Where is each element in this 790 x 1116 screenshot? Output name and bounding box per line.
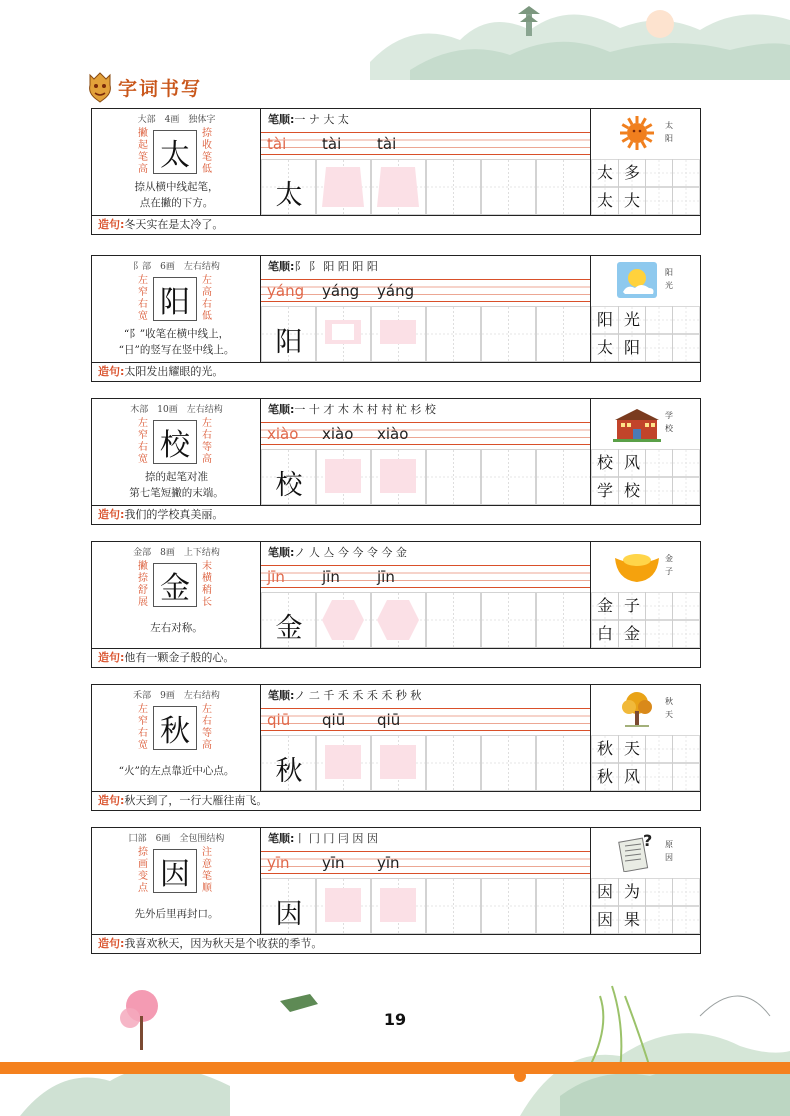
word-char: 大 <box>623 191 640 210</box>
model-character: 阳 <box>275 327 303 358</box>
sentence-row <box>92 791 700 810</box>
writing-cells <box>261 735 590 791</box>
structure-note-left: 撇捺舒展 <box>138 561 148 608</box>
practice-panel <box>261 828 590 934</box>
stroke-order <box>268 544 407 560</box>
word-char: 因 <box>596 882 613 901</box>
pinyin-practice: yīn <box>377 854 400 872</box>
pinyin-four-line-grid <box>261 708 590 731</box>
practice-panel <box>261 109 590 215</box>
pinyin-practice: xiào <box>377 425 409 443</box>
sentence-label: 造句: <box>98 365 125 378</box>
pinyin-four-line-grid <box>261 132 590 155</box>
pinyin-model: yīn <box>267 854 290 872</box>
word-char: 太 <box>596 191 613 210</box>
structure-note-right: 左右等高 <box>202 704 212 751</box>
pinyin-band <box>261 708 590 731</box>
pinyin-model: yáng <box>267 282 305 300</box>
word-grid <box>591 735 701 791</box>
vocabulary-panel <box>590 828 700 934</box>
school-icon <box>613 403 661 443</box>
dragon-head-icon <box>86 71 114 103</box>
structure-note-left: 左窄右宽 <box>138 275 148 322</box>
stroke-order <box>268 830 378 846</box>
character-card <box>91 684 701 811</box>
picture-word: 原因 <box>665 840 673 862</box>
writing-cells <box>261 449 590 505</box>
vocabulary-panel <box>590 542 700 648</box>
vocabulary-panel <box>590 399 700 505</box>
section-title: 字词书写 <box>118 77 203 100</box>
picture-word: 金子 <box>665 554 673 576</box>
gold-ingot-icon <box>613 546 661 586</box>
pinyin-model: jīn <box>267 568 285 586</box>
pinyin-band <box>261 851 590 874</box>
character-info-panel <box>92 109 261 215</box>
pinyin-practice: qiū <box>377 711 401 729</box>
word-char: 风 <box>623 453 640 472</box>
writing-tip-line: 先外后里再封口。 <box>134 908 219 920</box>
sentence-label: 造句: <box>98 937 125 950</box>
model-character: 校 <box>275 470 303 501</box>
word-char: 秋 <box>596 767 613 786</box>
example-sentence: 秋天到了，一行大雁往南飞。 <box>124 794 268 807</box>
example-sentence: 太阳发出耀眼的光。 <box>124 365 224 378</box>
model-character: 金 <box>275 613 303 644</box>
pinyin-four-line-grid <box>261 565 590 588</box>
example-sentence: 我喜欢秋天，因为秋天是个收获的季节。 <box>124 937 323 950</box>
radical-stroke-info: 阝部 6画 左右结构 <box>133 262 220 272</box>
sun-icon <box>613 113 661 153</box>
stroke-order-label: 笔顺: <box>268 403 295 416</box>
sentence-row <box>92 648 700 667</box>
pinyin-practice: qiū <box>322 711 346 729</box>
word-char: 阳 <box>596 310 613 329</box>
structure-note-right: 末横稍长 <box>202 561 212 608</box>
stroke-order-sequence: 阝 阝 阳 阳 阳 阳 <box>294 260 378 273</box>
writing-tip <box>92 179 261 211</box>
writing-tip <box>92 906 261 922</box>
practice-panel <box>261 542 590 648</box>
word-grid <box>591 449 701 505</box>
pinyin-practice: yáng <box>322 282 360 300</box>
writing-tip-line: 捺从横中线起笔， <box>134 181 219 193</box>
stroke-order-label: 笔顺: <box>268 832 295 845</box>
stroke-order-label: 笔顺: <box>268 689 295 702</box>
character-card <box>91 255 701 382</box>
word-char: 校 <box>596 453 613 472</box>
stroke-order-sequence: 一 ナ 大 太 <box>294 113 349 126</box>
sentence-label: 造句: <box>98 651 125 664</box>
picture-word: 学校 <box>665 411 673 433</box>
pinyin-practice: jīn <box>377 568 395 586</box>
example-sentence: 他有一颗金子般的心。 <box>124 651 235 664</box>
pinyin-band <box>261 565 590 588</box>
structure-note-left: 左窄右宽 <box>138 704 148 751</box>
footer-bar <box>0 1062 790 1074</box>
stroke-order-label: 笔顺: <box>268 113 295 126</box>
stroke-order <box>268 687 421 703</box>
landscape-decoration-top <box>370 0 790 80</box>
radical-stroke-info: 木部 10画 左右结构 <box>130 405 223 415</box>
character-info-panel <box>92 256 261 362</box>
word-char: 光 <box>623 310 640 329</box>
practice-panel <box>261 256 590 362</box>
practice-panel <box>261 685 590 791</box>
sentence-row <box>92 215 700 234</box>
word-char: 金 <box>623 624 640 643</box>
sentence-label: 造句: <box>98 508 125 521</box>
character-info-panel <box>92 542 261 648</box>
pinyin-practice: jīn <box>322 568 340 586</box>
character-card <box>91 108 701 235</box>
picture-word: 秋天 <box>665 697 673 719</box>
svg-text:?: ? <box>643 832 653 850</box>
pinyin-band <box>261 279 590 302</box>
writing-tip-line: 点在撇的下方。 <box>139 197 214 209</box>
writing-cells <box>261 592 590 648</box>
stroke-order-sequence: 一 十 才 木 木 村 村 杧 杉 校 <box>294 403 436 416</box>
pinyin-model: xiào <box>267 425 299 443</box>
writing-tip <box>92 620 261 636</box>
sentence-row <box>92 362 700 381</box>
word-char: 因 <box>596 910 613 929</box>
pinyin-practice: tài <box>377 135 397 153</box>
sentence-label: 造句: <box>98 218 125 231</box>
structure-note-right: 左高右低 <box>202 275 212 322</box>
word-grid <box>591 878 701 934</box>
writing-tip <box>92 326 261 358</box>
writing-tip-line: “阝”收笔在横中线上， <box>123 328 230 340</box>
pinyin-four-line-grid <box>261 422 590 445</box>
main-character: 因 <box>153 849 197 893</box>
stroke-order-label: 笔顺: <box>268 546 295 559</box>
word-char: 秋 <box>596 739 613 758</box>
sentence-row <box>92 934 700 953</box>
character-card <box>91 398 701 525</box>
character-card <box>91 827 701 954</box>
word-char: 为 <box>623 882 640 901</box>
writing-tip-line: 左右对称。 <box>150 622 203 634</box>
landscape-decoration-bottom <box>0 956 790 1116</box>
structure-note-right: 注意笔顺 <box>202 847 212 894</box>
stroke-order-sequence: 丨 冂 冂 冃 因 因 <box>294 832 378 845</box>
word-char: 阳 <box>623 338 640 357</box>
writing-tip <box>92 469 261 501</box>
pinyin-practice: yáng <box>377 282 415 300</box>
character-info-panel <box>92 828 261 934</box>
radical-stroke-info: 囗部 6画 全包围结构 <box>128 834 225 844</box>
writing-cells <box>261 159 590 215</box>
sentence-row <box>92 505 700 524</box>
section-header <box>86 70 202 104</box>
pinyin-practice: tài <box>322 135 342 153</box>
sentence-label: 造句: <box>98 794 125 807</box>
practice-panel <box>261 399 590 505</box>
vocabulary-panel <box>590 685 700 791</box>
example-sentence: 冬天实在是太冷了。 <box>124 218 224 231</box>
autumn-tree-icon <box>613 689 661 729</box>
writing-tip-line: 第七笔短撇的末端。 <box>129 487 224 499</box>
word-char: 天 <box>623 739 640 758</box>
main-character: 秋 <box>153 706 197 750</box>
vocabulary-panel <box>590 109 700 215</box>
word-char: 白 <box>596 624 613 643</box>
word-grid <box>591 306 701 362</box>
radical-stroke-info: 金部 8画 上下结构 <box>133 548 220 558</box>
stroke-order-label: 笔顺: <box>268 260 295 273</box>
pinyin-model: qiū <box>267 711 291 729</box>
pinyin-band <box>261 422 590 445</box>
character-info-panel <box>92 685 261 791</box>
word-grid <box>591 159 701 215</box>
word-char: 风 <box>623 767 640 786</box>
pinyin-four-line-grid <box>261 851 590 874</box>
word-grid <box>591 592 701 648</box>
structure-note-right: 左右等高 <box>202 418 212 465</box>
structure-note-right: 捺收笔低 <box>202 128 212 175</box>
stroke-order-sequence: ノ 人 亼 今 今 令 今 金 <box>294 546 407 559</box>
structure-note-left: 撇起笔高 <box>138 128 148 175</box>
word-char: 太 <box>596 338 613 357</box>
word-char: 学 <box>596 481 613 500</box>
vocabulary-panel <box>590 256 700 362</box>
word-char: 子 <box>623 596 640 615</box>
character-card <box>91 541 701 668</box>
word-char: 金 <box>596 596 613 615</box>
main-character: 阳 <box>153 277 197 321</box>
character-info-panel <box>92 399 261 505</box>
writing-tip-line: “火”的左点靠近中心点。 <box>118 765 235 777</box>
picture-word: 太阳 <box>665 121 673 143</box>
example-sentence: 我们的学校真美丽。 <box>124 508 224 521</box>
stroke-order-sequence: ノ 二 千 禾 禾 禾 禾 秒 秋 <box>294 689 422 702</box>
model-character: 因 <box>275 899 303 930</box>
picture-word: 阳光 <box>665 268 673 290</box>
stroke-order <box>268 111 349 127</box>
writing-cells <box>261 878 590 934</box>
word-char: 多 <box>623 163 640 182</box>
main-character: 太 <box>153 130 197 174</box>
word-char: 校 <box>623 481 640 500</box>
model-character: 太 <box>275 180 303 211</box>
structure-note-left: 捺画变点 <box>138 847 148 894</box>
main-character: 校 <box>153 420 197 464</box>
radical-stroke-info: 禾部 9画 左右结构 <box>133 691 220 701</box>
writing-tip-line: 捺的起笔对准 <box>145 471 208 483</box>
scroll-question-icon <box>613 832 661 872</box>
main-character: 金 <box>153 563 197 607</box>
pinyin-four-line-grid <box>261 279 590 302</box>
page-number: 19 <box>383 1010 407 1029</box>
word-char: 果 <box>623 910 640 929</box>
pinyin-practice: yīn <box>322 854 345 872</box>
structure-note-left: 左窄右宽 <box>138 418 148 465</box>
writing-tip-line: “日”的竖写在竖中线上。 <box>118 344 235 356</box>
pinyin-band <box>261 132 590 155</box>
stroke-order <box>268 401 436 417</box>
pinyin-practice: xiào <box>322 425 354 443</box>
model-character: 秋 <box>275 756 303 787</box>
pinyin-model: tài <box>267 135 287 153</box>
radical-stroke-info: 大部 4画 独体字 <box>137 115 216 125</box>
writing-cells <box>261 306 590 362</box>
word-char: 太 <box>596 163 613 182</box>
writing-tip <box>92 763 261 779</box>
stroke-order <box>268 258 378 274</box>
sunlight-icon <box>613 260 661 300</box>
